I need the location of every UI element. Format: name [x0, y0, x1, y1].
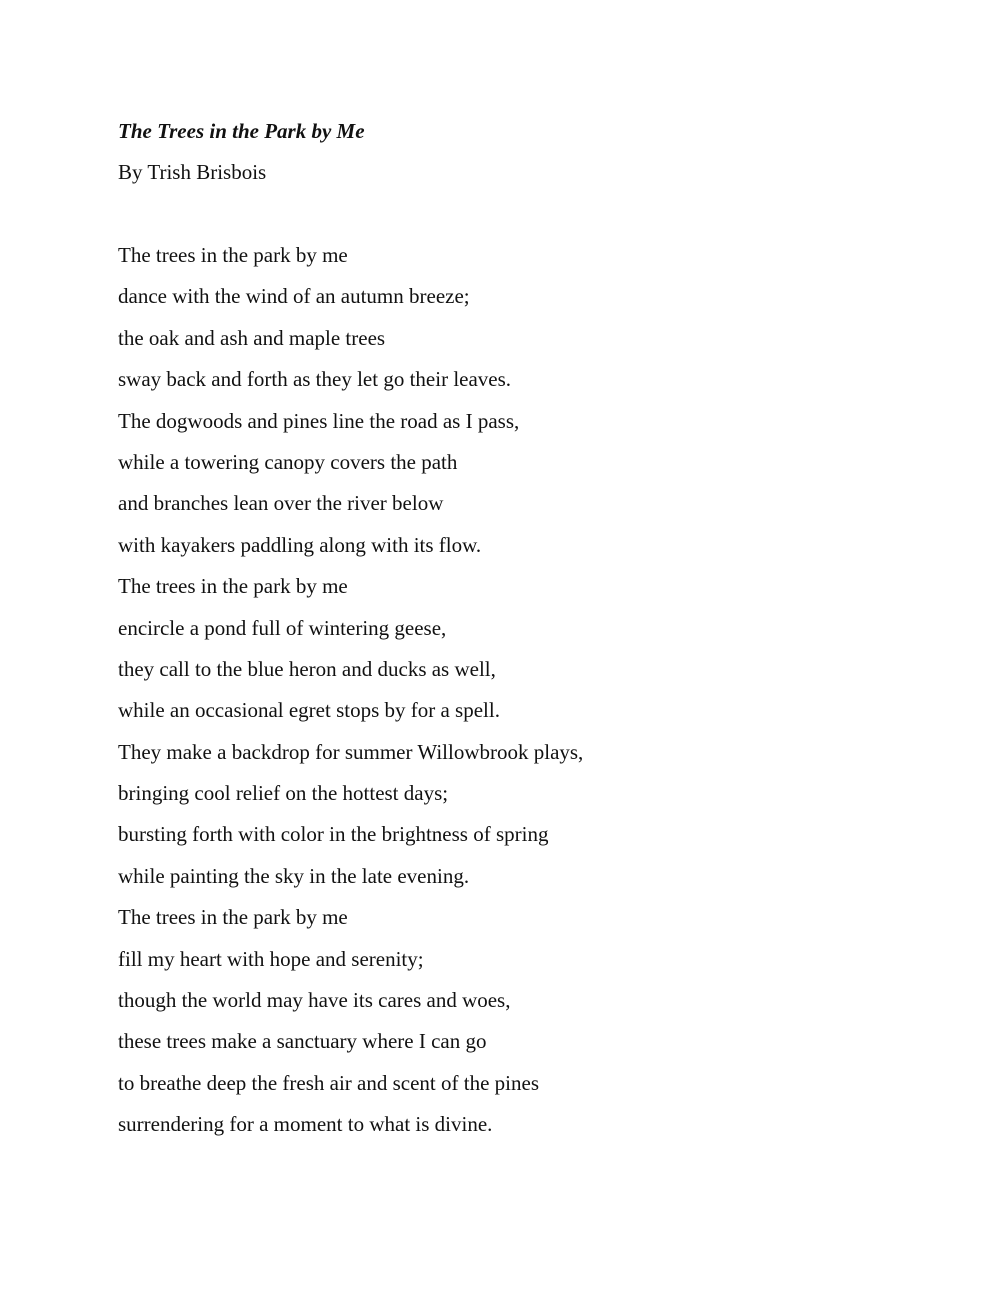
poem-line: The dogwoods and pines line the road as I pass,: [118, 408, 520, 433]
poem-line: while painting the sky in the late evening.: [118, 863, 470, 888]
poem-line: to breathe deep the fresh air and scent of the pines: [118, 1070, 539, 1095]
poem-line: with kayakers paddling along with its flow.: [118, 532, 482, 557]
poem-line: They make a backdrop for summer Willowbrook plays,: [118, 739, 584, 764]
poem-author: By Trish Brisbois: [118, 160, 267, 184]
poem-line: fill my heart with hope and serenity;: [118, 946, 424, 971]
poem-line: dance with the wind of an autumn breeze;: [118, 284, 470, 309]
poem-line: these trees make a sanctuary where I can go: [118, 1029, 487, 1054]
poem-line: bursting forth with color in the brightness of spring: [118, 822, 549, 847]
poem-line: The trees in the park by me: [118, 574, 348, 599]
poem-body: [118, 240, 583, 1151]
poem-line: surrendering for a moment to what is divine.: [118, 1112, 493, 1137]
poem-line: and branches lean over the river below: [118, 491, 444, 516]
poem-title: The Trees in the Park by Me: [118, 119, 365, 143]
poem-line: they call to the blue heron and ducks as well,: [118, 656, 496, 681]
poem-line: encircle a pond full of wintering geese,: [118, 615, 447, 640]
poem-line: The trees in the park by me: [118, 243, 348, 267]
poem-line: while an occasional egret stops by for a spell.: [118, 698, 500, 723]
poem-line: bringing cool relief on the hottest days;: [118, 781, 449, 806]
poem-line: the oak and ash and maple trees: [118, 325, 386, 350]
poem-line: The trees in the park by me: [118, 905, 348, 930]
poem-line: though the world may have its cares and woes,: [118, 988, 511, 1013]
poem-line: while a towering canopy covers the path: [118, 449, 458, 474]
poem-line: sway back and forth as they let go their leaves.: [118, 367, 512, 392]
